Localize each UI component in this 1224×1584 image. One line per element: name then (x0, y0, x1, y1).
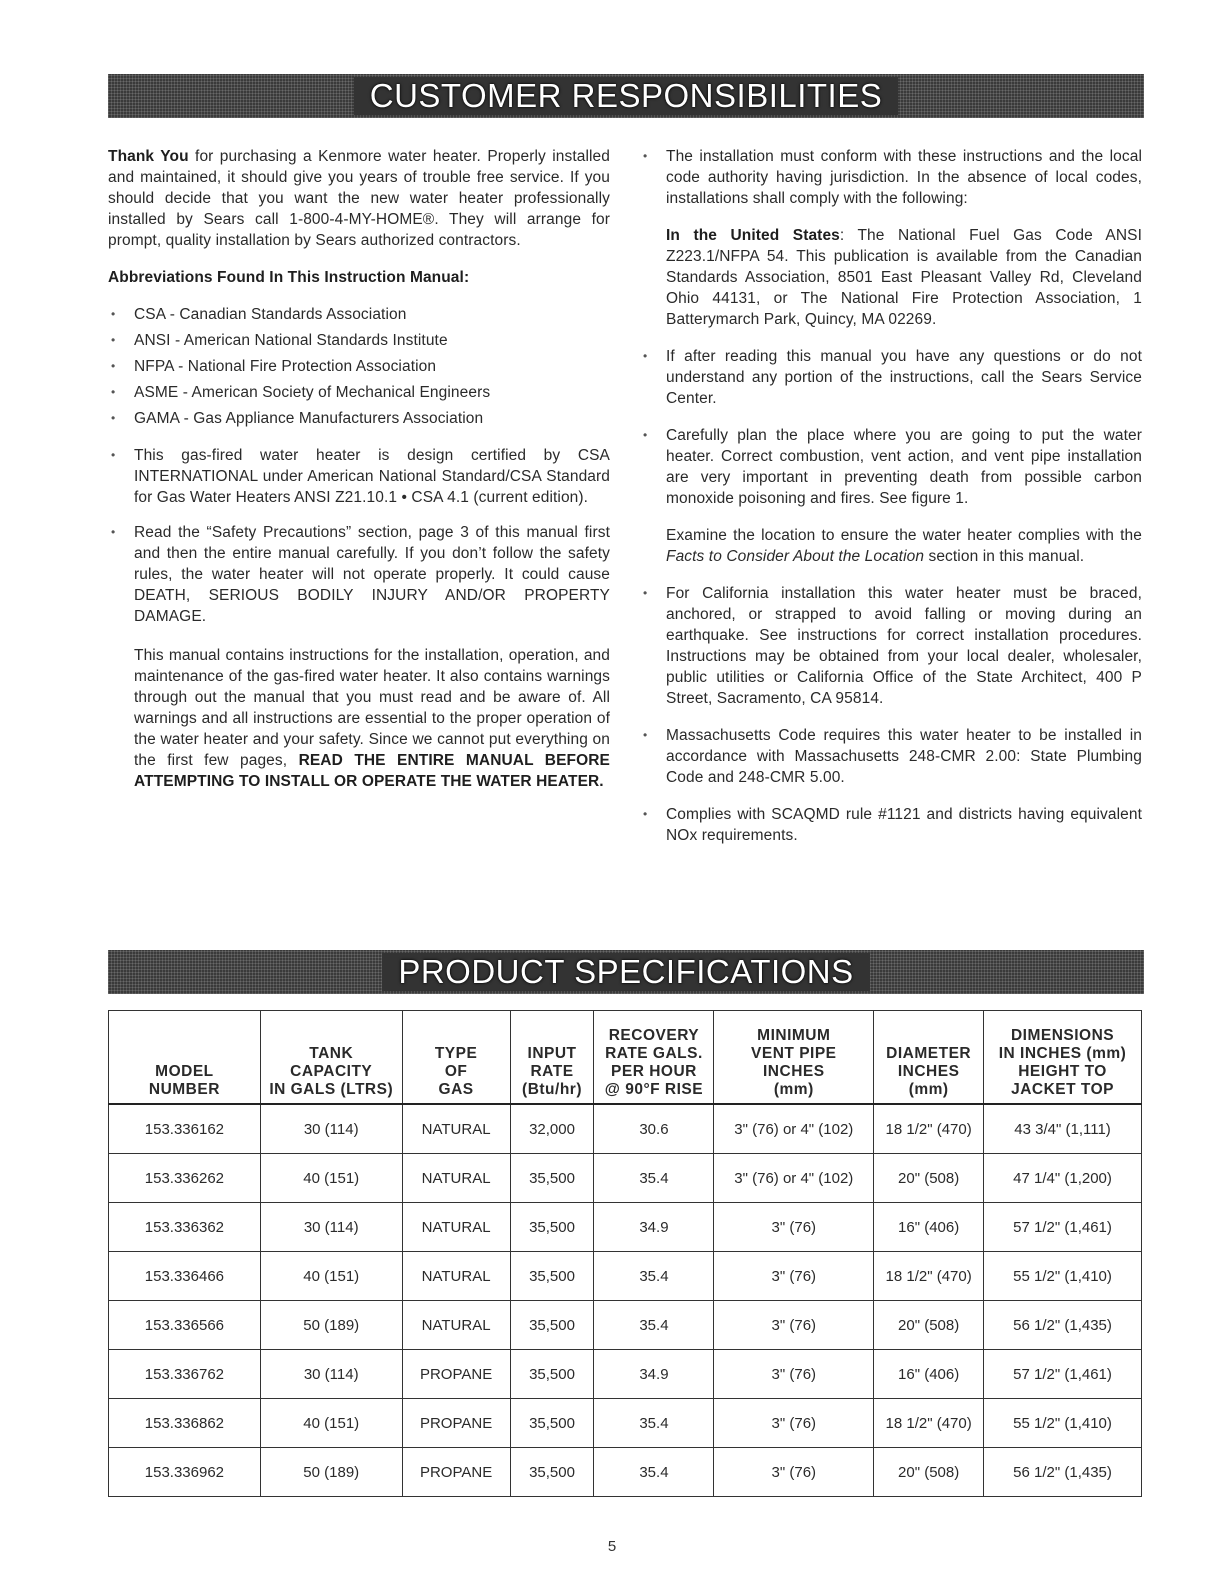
column-header-line: IN INCHES (mm) (998, 1045, 1127, 1062)
examine-text-pre: Examine the location to ensure the water heater complies with the (666, 527, 1142, 544)
conform-bullet: • The installation must conform with these instructions and the local code authority having jurisdiction. In the absence of local codes, installations shall comply with the following: (640, 146, 1142, 209)
table-cell: 18 1/2" (470) (874, 1252, 984, 1301)
table-cell: 30 (114) (260, 1350, 402, 1399)
table-cell: 18 1/2" (470) (874, 1104, 984, 1154)
list-item: • CSA - Canadian Standards Association (108, 304, 610, 325)
manual-warning-bold: READ THE ENTIRE MANUAL BEFORE ATTEMPTING TO INSTALL OR OPERATE THE WATER HEATER. (134, 752, 610, 790)
massachusetts-bullet: • Massachusetts Code requires this water heater to be installed in accordance with Massachusetts 248-CMR 2.00: State Plumbing Code and 248-CMR 5.00. (640, 725, 1142, 788)
table-cell: 3" (76) (714, 1203, 874, 1252)
table-cell: 153.336862 (109, 1399, 261, 1448)
table-cell: 153.336262 (109, 1154, 261, 1203)
manual-contents-paragraph (108, 645, 610, 792)
column-header (594, 1011, 714, 1105)
column-header-line: TYPE (434, 1045, 478, 1062)
examine-location-paragraph (640, 525, 1142, 567)
table-cell: 40 (151) (260, 1252, 402, 1301)
column-header (402, 1011, 510, 1105)
column-header (714, 1011, 874, 1105)
table-cell: 3" (76) (714, 1448, 874, 1497)
product-specifications-title: PRODUCT SPECIFICATIONS (382, 953, 869, 991)
table-cell: 18 1/2" (470) (874, 1399, 984, 1448)
table-cell: 55 1/2" (1,410) (984, 1252, 1142, 1301)
table-cell: 35.4 (594, 1154, 714, 1203)
intro-text: for purchasing a Kenmore water heater. Properly installed and maintained, it should give you years of trouble free service. If you should decide that you want the new water heater professionally installed by Sears call 1-800-4-MY-HOME®. They will arrange for prompt, quality installation by Sears authorized contractors. (108, 148, 610, 249)
certification-bullet: • This gas-fired water heater is design certified by CSA INTERNATIONAL under American National Standard/CSA Standard for Gas Water Heaters ANSI Z21.10.1 • CSA 4.1 (current edition). (108, 445, 610, 508)
table-cell: 153.336466 (109, 1252, 261, 1301)
table-cell: 35,500 (510, 1350, 594, 1399)
table-cell: 47 1/4" (1,200) (984, 1154, 1142, 1203)
abbreviations-heading: Abbreviations Found In This Instruction Manual: (108, 269, 470, 286)
table-cell: 35.4 (594, 1252, 714, 1301)
table-cell: 40 (151) (260, 1399, 402, 1448)
table-row (109, 1350, 1142, 1399)
table-row (109, 1399, 1142, 1448)
table-row (109, 1154, 1142, 1203)
column-header (984, 1011, 1142, 1105)
table-cell: PROPANE (402, 1448, 510, 1497)
table-cell: PROPANE (402, 1399, 510, 1448)
list-item: • ASME - American Society of Mechanical Engineers (108, 382, 610, 403)
column-header-line: NUMBER (148, 1081, 220, 1098)
table-cell: 3" (76) (714, 1350, 874, 1399)
table-cell: NATURAL (402, 1154, 510, 1203)
column-header-line: INPUT (527, 1045, 577, 1062)
table-body (109, 1104, 1142, 1497)
table-cell: 16" (406) (874, 1350, 984, 1399)
column-header-line: OF (444, 1063, 468, 1080)
list-item: • ANSI - American National Standards Institute (108, 330, 610, 351)
safety-precautions-bullet: • Read the “Safety Precautions” section, page 3 of this manual first and then the entire manual carefully. If you don’t follow the safety rules, the water heater will not operate properly. It could cause DEATH, SERIOUS BODILY INJURY AND/OR PROPERTY DAMAGE. (108, 522, 610, 627)
table-cell: 3" (76) (714, 1252, 874, 1301)
list-item: • GAMA - Gas Appliance Manufacturers Association (108, 408, 610, 429)
table-cell: 3" (76) or 4" (102) (714, 1154, 874, 1203)
column-header-line: INCHES (897, 1063, 960, 1080)
customer-responsibilities-title: CUSTOMER RESPONSIBILITIES (354, 77, 899, 115)
california-bullet: • For California installation this water heater must be braced, anchored, or strapped to avoid falling or moving during an earthquake. See instructions for correct installation procedures. Instructions may be obtained from your local dealer, wholesaler, public utilities or California Office of the State Architect, 400 P Street, Sacramento, CA 95814. (640, 583, 1142, 709)
manual-text: This manual contains instructions for the installation, operation, and maintenance of the gas-fired water heater. It also contains warnings through out the manual that you must read and be aware of. All warnings and all instructions are essential to the proper operation of the water heater and your safety. Since we cannot put everything on the first few pages, (134, 647, 610, 769)
table-cell: 20" (508) (874, 1448, 984, 1497)
left-column (108, 146, 610, 808)
customer-responsibilities-banner (108, 74, 1144, 118)
column-header (109, 1011, 261, 1105)
list-item: • NFPA - National Fire Protection Association (108, 356, 610, 377)
page-number: 5 (607, 1538, 617, 1555)
product-specifications-banner (108, 950, 1144, 994)
table-cell: 35.4 (594, 1448, 714, 1497)
table-cell: 34.9 (594, 1203, 714, 1252)
table-cell: NATURAL (402, 1252, 510, 1301)
column-header-line: @ 90°F RISE (604, 1081, 704, 1098)
column-header-line: IN GALS (LTRS) (269, 1081, 394, 1098)
column-header-line: DIAMETER (886, 1045, 972, 1062)
table-cell: PROPANE (402, 1350, 510, 1399)
table-cell: 153.336762 (109, 1350, 261, 1399)
table-header-row (109, 1011, 1142, 1105)
column-header-line: MINIMUM (757, 1027, 831, 1044)
table-cell: 35,500 (510, 1252, 594, 1301)
table-cell: 43 3/4" (1,111) (984, 1104, 1142, 1154)
table-row (109, 1104, 1142, 1154)
examine-section-reference: Facts to Consider About the Location (666, 548, 925, 565)
column-header-line: VENT PIPE (751, 1045, 837, 1062)
column-header (874, 1011, 984, 1105)
column-header-line: RATE GALS. (605, 1045, 703, 1062)
table-cell: 30 (114) (260, 1203, 402, 1252)
table-cell: 57 1/2" (1,461) (984, 1203, 1142, 1252)
table-cell: 55 1/2" (1,410) (984, 1399, 1142, 1448)
column-header-line: GAS (438, 1081, 474, 1098)
column-header-line: JACKET TOP (1011, 1081, 1114, 1098)
table-cell: 30 (114) (260, 1104, 402, 1154)
united-states-paragraph (640, 225, 1142, 330)
table-cell: 50 (189) (260, 1448, 402, 1497)
table-cell: NATURAL (402, 1301, 510, 1350)
table-cell: 20" (508) (874, 1301, 984, 1350)
column-header-line: TANK (309, 1045, 354, 1062)
questions-bullet: • If after reading this manual you have any questions or do not understand any portion of the instructions, call the Sears Service Center. (640, 346, 1142, 409)
right-column (640, 146, 1142, 860)
plan-location-bullet: • Carefully plan the place where you are going to put the water heater. Correct combustion, vent action, and vent pipe installation are very important in preventing death from possible carbon monoxide poisoning and fires. See figure 1. (640, 425, 1142, 509)
table-cell: 35,500 (510, 1448, 594, 1497)
abbreviations-list (108, 304, 610, 429)
table-cell: 20" (508) (874, 1154, 984, 1203)
table-cell: 50 (189) (260, 1301, 402, 1350)
intro-paragraph (108, 146, 610, 251)
table-cell: 34.9 (594, 1350, 714, 1399)
table-cell: 40 (151) (260, 1154, 402, 1203)
table-row (109, 1448, 1142, 1497)
column-header-line: HEIGHT TO (1018, 1063, 1107, 1080)
table-cell: 153.336162 (109, 1104, 261, 1154)
table-cell: 3" (76) (714, 1399, 874, 1448)
table-cell: 30.6 (594, 1104, 714, 1154)
table-cell: 56 1/2" (1,435) (984, 1301, 1142, 1350)
column-header-line: RATE (530, 1063, 574, 1080)
table-cell: 153.336566 (109, 1301, 261, 1350)
table-row (109, 1252, 1142, 1301)
table-cell: NATURAL (402, 1203, 510, 1252)
table-cell: 3" (76) or 4" (102) (714, 1104, 874, 1154)
examine-text-post: section in this manual. (924, 548, 1085, 565)
column-header-line: PER HOUR (611, 1063, 697, 1080)
table-cell: NATURAL (402, 1104, 510, 1154)
table-cell: 35,500 (510, 1154, 594, 1203)
united-states-text: : The National Fuel Gas Code ANSI Z223.1/NFPA 54. This publication is available from the Canadian Standards Association, 8501 East Pleasant Valley Rd, Cleveland Ohio 44131, or The National Fire Protection Association, 1 Batterymarch Park, Quincy, MA 02269. (666, 227, 1142, 328)
product-specifications-table (108, 1010, 1142, 1497)
scaqmd-bullet: • Complies with SCAQMD rule #1121 and districts having equivalent NOx requirements. (640, 804, 1142, 846)
column-header-line: MODEL (155, 1063, 214, 1080)
column-header-line: RECOVERY (608, 1027, 700, 1044)
column-header-line: (mm) (773, 1081, 814, 1098)
table-row (109, 1203, 1142, 1252)
table-cell: 35,500 (510, 1203, 594, 1252)
table-cell: 3" (76) (714, 1301, 874, 1350)
column-header (510, 1011, 594, 1105)
table-cell: 16" (406) (874, 1203, 984, 1252)
table-cell: 35,500 (510, 1301, 594, 1350)
table-cell: 35.4 (594, 1399, 714, 1448)
column-header-line: CAPACITY (290, 1063, 373, 1080)
table-cell: 56 1/2" (1,435) (984, 1448, 1142, 1497)
table-row (109, 1301, 1142, 1350)
column-header-line: (Btu/hr) (522, 1081, 582, 1098)
column-header (260, 1011, 402, 1105)
united-states-bold: In the United States (666, 227, 840, 244)
table-cell: 35,500 (510, 1399, 594, 1448)
column-header-line: DIMENSIONS (1010, 1027, 1115, 1044)
table-cell: 153.336962 (109, 1448, 261, 1497)
intro-bold: Thank You (108, 148, 189, 165)
column-header-line: (mm) (908, 1081, 949, 1098)
table-cell: 32,000 (510, 1104, 594, 1154)
table-cell: 153.336362 (109, 1203, 261, 1252)
column-header-line: INCHES (763, 1063, 825, 1080)
table-cell: 35.4 (594, 1301, 714, 1350)
table-cell: 57 1/2" (1,461) (984, 1350, 1142, 1399)
